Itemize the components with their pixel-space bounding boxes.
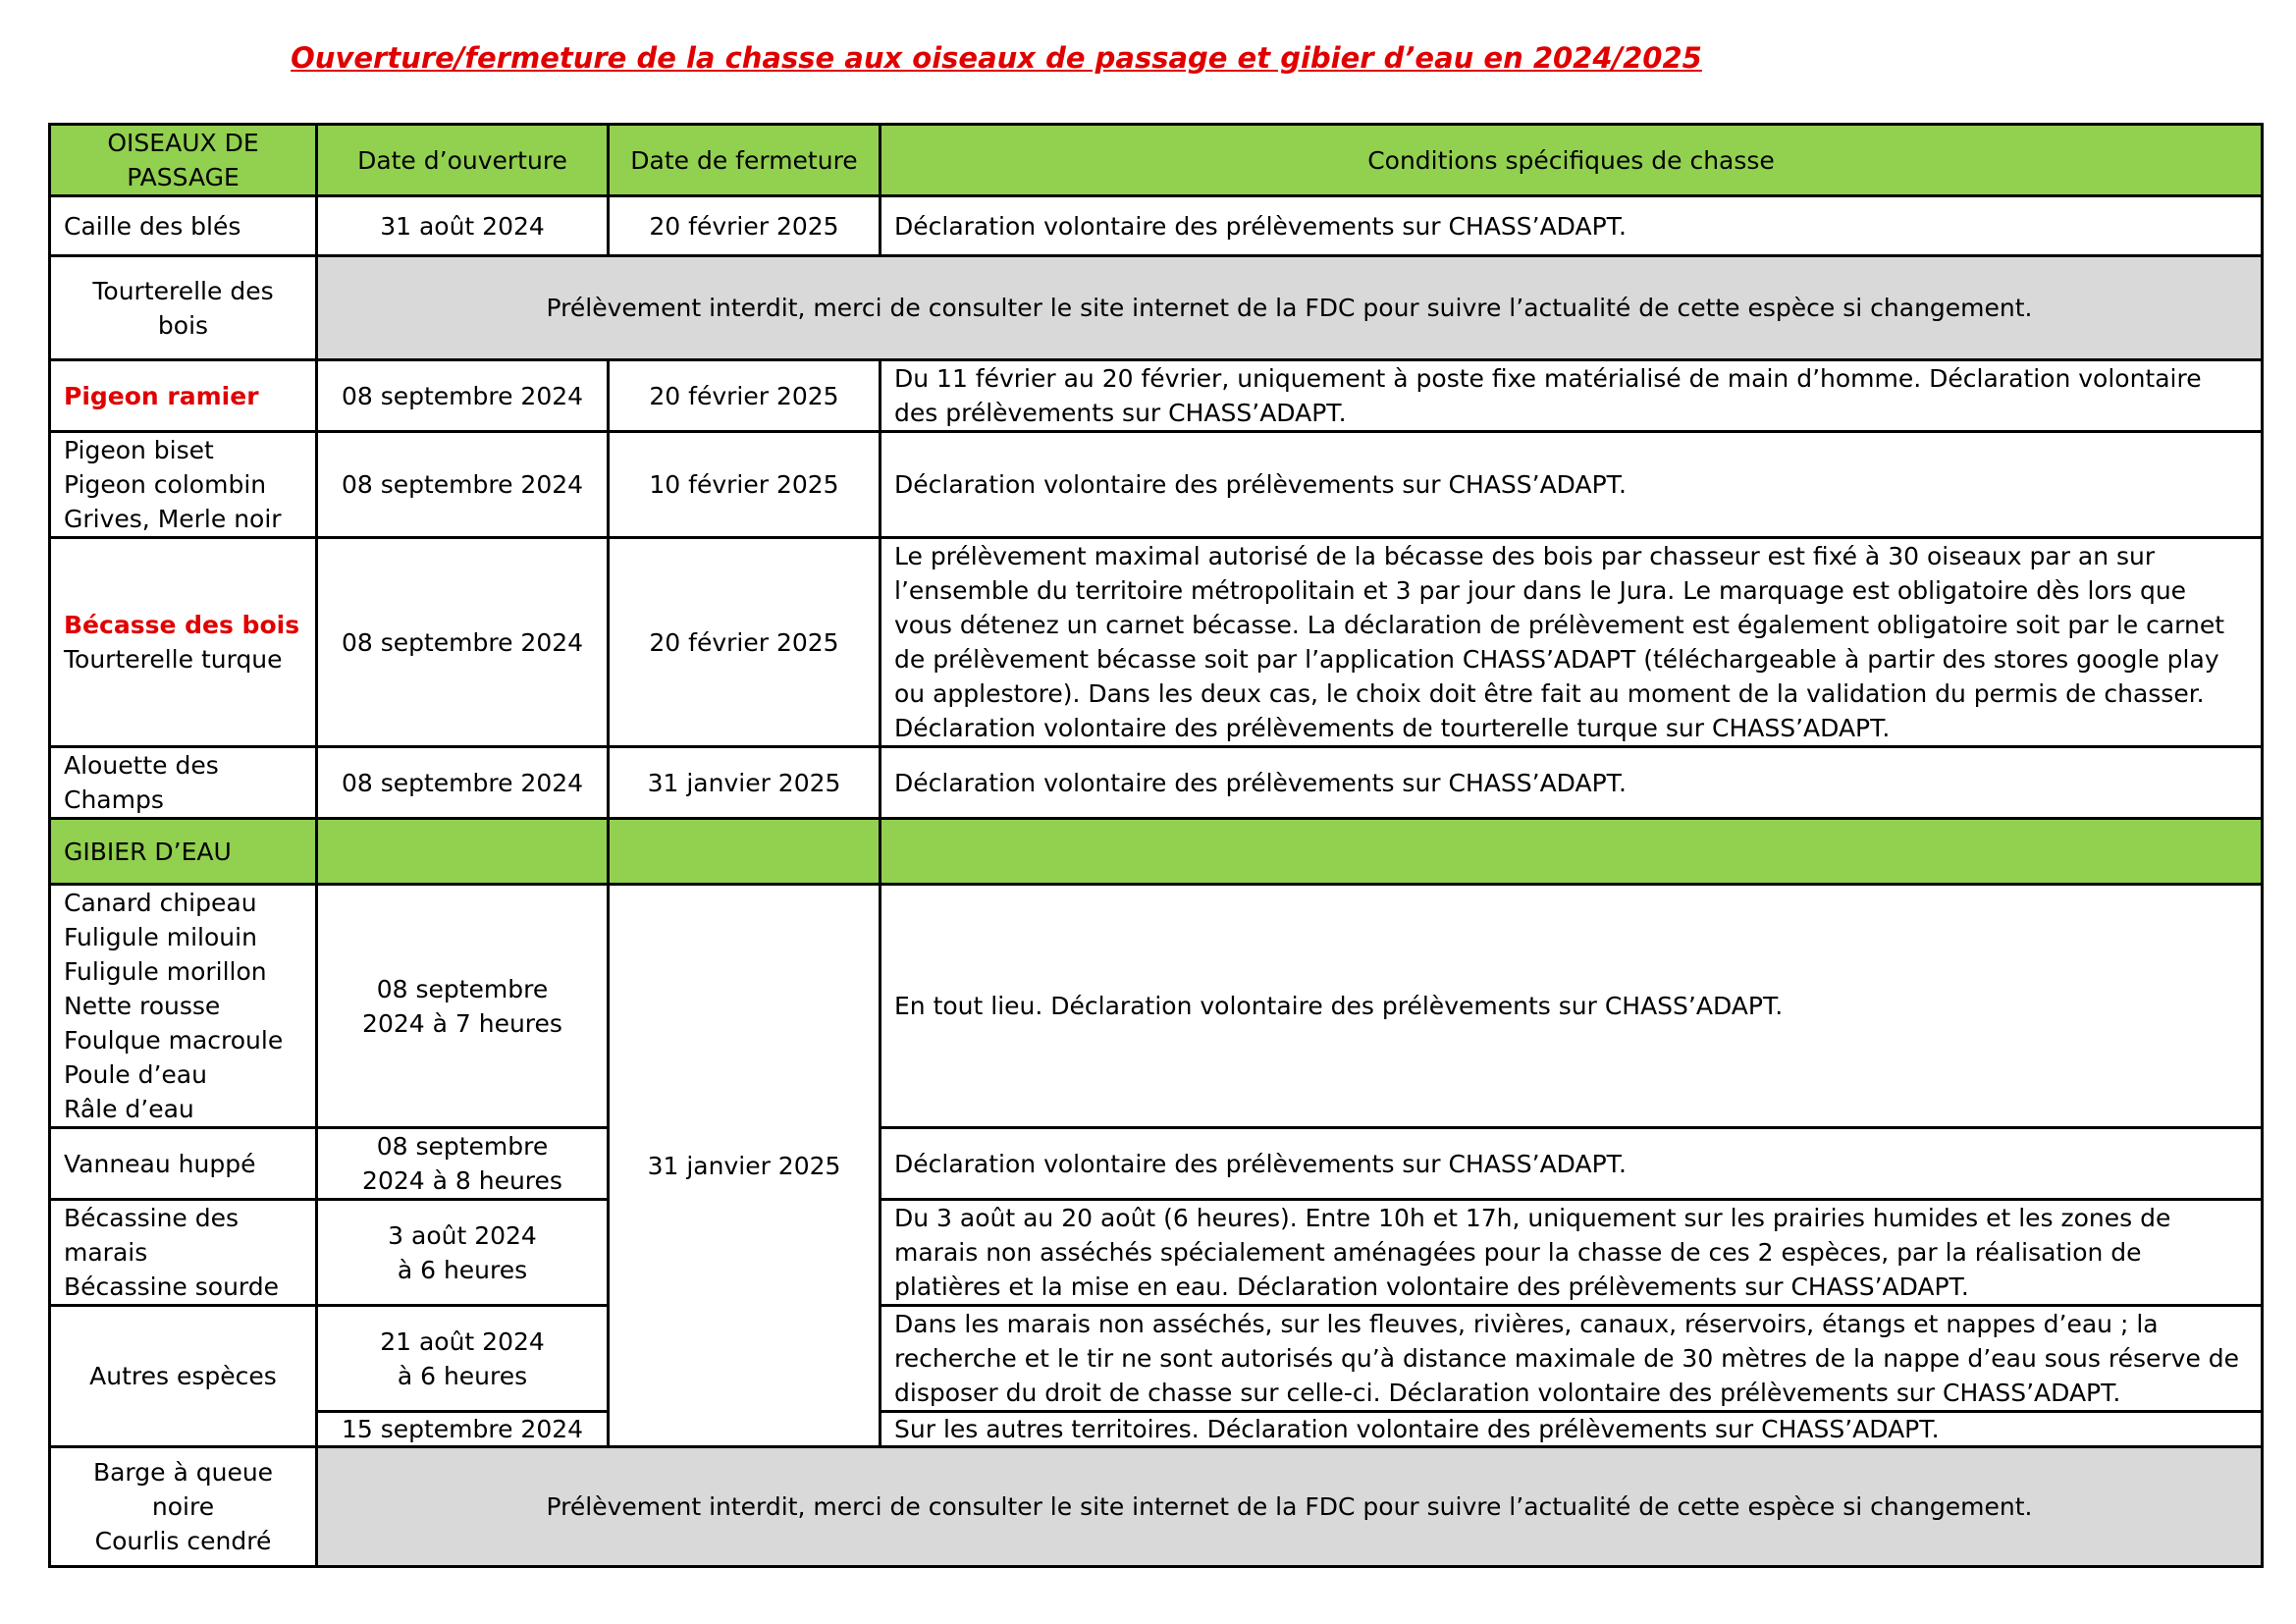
opening-date-cell: 08 septembre 2024 (317, 360, 609, 432)
closing-date-cell: 31 janvier 2025 (609, 885, 881, 1447)
table-row (50, 538, 2263, 747)
header-conditions: Conditions spécifiques de chasse (881, 125, 2263, 196)
species-name: Barge à queue noire (92, 1458, 274, 1521)
species-name: Poule d’eau (64, 1060, 207, 1089)
closing-date-cell: 20 février 2025 (609, 538, 881, 747)
conditions-cell: Du 3 août au 20 août (6 heures). Entre 10h et 17h, uniquement sur les prairies humides et les zones de marais non asséchés spécialement aménagées pour la chasse de ces 2 espèces, par la réalisation de platières et la mise en eau. Déclaration volontaire des prélèvements sur CHASS’ADAPT. (881, 1200, 2263, 1306)
species-cell: Pigeon ramier (50, 360, 317, 432)
opening-date-cell (317, 885, 609, 1128)
species-name: Nette rousse (64, 992, 221, 1020)
opening-date-cell: 31 août 2024 (317, 196, 609, 256)
species-name: Bécassine sourde (64, 1272, 280, 1301)
species-name: Râle d’eau (64, 1095, 194, 1123)
conditions-cell: Du 11 février au 20 février, uniquement à poste fixe matérialisé de main d’homme. Déclaration volontaire des prélèvements sur CHASS’ADAPT. (881, 360, 2263, 432)
table-row (50, 1128, 2263, 1200)
opening-date-cell: 15 septembre 2024 (317, 1412, 609, 1447)
species-name: Fuligule milouin (64, 923, 257, 951)
prohibited-notice: Prélèvement interdit, merci de consulter le site internet de la FDC pour suivre l’actualité de cette espèce si changement. (317, 256, 2263, 360)
species-name: Fuligule morillon (64, 957, 267, 986)
species-name: Bécasse des bois (64, 611, 300, 639)
closing-date-cell: 10 février 2025 (609, 432, 881, 538)
opening-date-cell: 08 septembre 2024 (317, 538, 609, 747)
species-name: Bécassine des marais (64, 1204, 240, 1267)
section-header-empty (881, 819, 2263, 885)
opening-date-line: 3 août 2024 (388, 1220, 537, 1250)
section-header-row (50, 819, 2263, 885)
section-header-empty (317, 819, 609, 885)
opening-date-line: 08 septembre (376, 1132, 549, 1161)
species-cell (50, 538, 317, 747)
table-row (50, 1200, 2263, 1306)
conditions-cell: En tout lieu. Déclaration volontaire des prélèvements sur CHASS’ADAPT. (881, 885, 2263, 1128)
page-title: Ouverture/fermeture de la chasse aux oiseaux de passage et gibier d’eau en 2024/2025 (291, 41, 1702, 75)
header-opening-date: Date d’ouverture (317, 125, 609, 196)
table-row (50, 747, 2263, 819)
conditions-cell: Sur les autres territoires. Déclaration volontaire des prélèvements sur CHASS’ADAPT. (881, 1412, 2263, 1447)
table-row (50, 1306, 2263, 1412)
species-name: Foulque macroule (64, 1026, 284, 1055)
opening-date-cell: 08 septembre 2024 (317, 432, 609, 538)
table-row (50, 432, 2263, 538)
conditions-cell: Le prélèvement maximal autorisé de la bécasse des bois par chasseur est fixé à 30 oiseaux par an sur l’ensemble du territoire métropolitain et 3 par jour dans le Jura. Le marquage est obligatoire dès lors que vous détenez un carnet bécasse. La déclaration de prélèvement est également obligatoire soit par le carnet de prélèvement bécasse soit par l’application CHASS’ADAPT (téléchargeable à partir des stores google play ou applestore). Dans les deux cas, le choix doit être fait au moment de la validation du permis de chasser. Déclaration volontaire des prélèvements de tourterelle turque sur CHASS’ADAPT. (881, 538, 2263, 747)
species-cell: Alouette des Champs (50, 747, 317, 819)
opening-date-cell (317, 1128, 609, 1200)
hunting-dates-table (48, 123, 2264, 1568)
conditions-cell: Déclaration volontaire des prélèvements sur CHASS’ADAPT. (881, 1128, 2263, 1200)
closing-date-cell: 20 février 2025 (609, 196, 881, 256)
species-name: Pigeon biset (64, 436, 214, 464)
species-cell (50, 1200, 317, 1306)
header-species: OISEAUX DE PASSAGE (50, 125, 317, 196)
conditions-cell: Déclaration volontaire des prélèvements sur CHASS’ADAPT. (881, 747, 2263, 819)
table-row (50, 256, 2263, 360)
closing-date-cell: 31 janvier 2025 (609, 747, 881, 819)
species-cell: Vanneau huppé (50, 1128, 317, 1200)
table-row (50, 1447, 2263, 1567)
species-name: Canard chipeau (64, 889, 257, 917)
section-header-gibier: GIBIER D’EAU (50, 819, 317, 885)
table-header-row (50, 125, 2263, 196)
header-closing-date: Date de fermeture (609, 125, 881, 196)
section-header-empty (609, 819, 881, 885)
opening-date-cell: 08 septembre 2024 (317, 747, 609, 819)
species-cell: Autres espèces (50, 1306, 317, 1447)
species-cell (50, 432, 317, 538)
closing-date-cell: 20 février 2025 (609, 360, 881, 432)
table-row (50, 885, 2263, 1128)
conditions-cell: Déclaration volontaire des prélèvements sur CHASS’ADAPT. (881, 432, 2263, 538)
opening-date-cell (317, 1306, 609, 1412)
opening-date-line: 08 septembre (376, 974, 549, 1003)
table-row (50, 196, 2263, 256)
opening-date-cell (317, 1200, 609, 1306)
opening-date-line: 21 août 2024 (380, 1326, 545, 1356)
species-cell: Tourterelle des bois (50, 256, 317, 360)
species-cell: Caille des blés (50, 196, 317, 256)
species-cell (50, 885, 317, 1128)
opening-date-line: 2024 à 8 heures (362, 1166, 562, 1195)
table-row (50, 360, 2263, 432)
opening-date-line: à 6 heures (397, 1255, 528, 1284)
opening-date-line: à 6 heures (397, 1361, 528, 1390)
opening-date-line: 2024 à 7 heures (362, 1008, 562, 1038)
table-row (50, 1412, 2263, 1447)
conditions-cell: Déclaration volontaire des prélèvements sur CHASS’ADAPT. (881, 196, 2263, 256)
species-name: Tourterelle turque (64, 645, 283, 674)
prohibited-notice: Prélèvement interdit, merci de consulter le site internet de la FDC pour suivre l’actualité de cette espèce si changement. (317, 1447, 2263, 1567)
conditions-cell: Dans les marais non asséchés, sur les fleuves, rivières, canaux, réservoirs, étangs et nappes d’eau ; la recherche et le tir ne sont autorisés qu’à distance maximale de 30 mètres de la nappe d’eau sous réserve de disposer du droit de chasse sur celle-ci. Déclaration volontaire des prélèvements sur CHASS’ADAPT. (881, 1306, 2263, 1412)
species-name: Courlis cendré (94, 1527, 272, 1555)
species-name: Grives, Merle noir (64, 505, 282, 533)
species-cell (50, 1447, 317, 1567)
species-name: Pigeon colombin (64, 470, 267, 499)
